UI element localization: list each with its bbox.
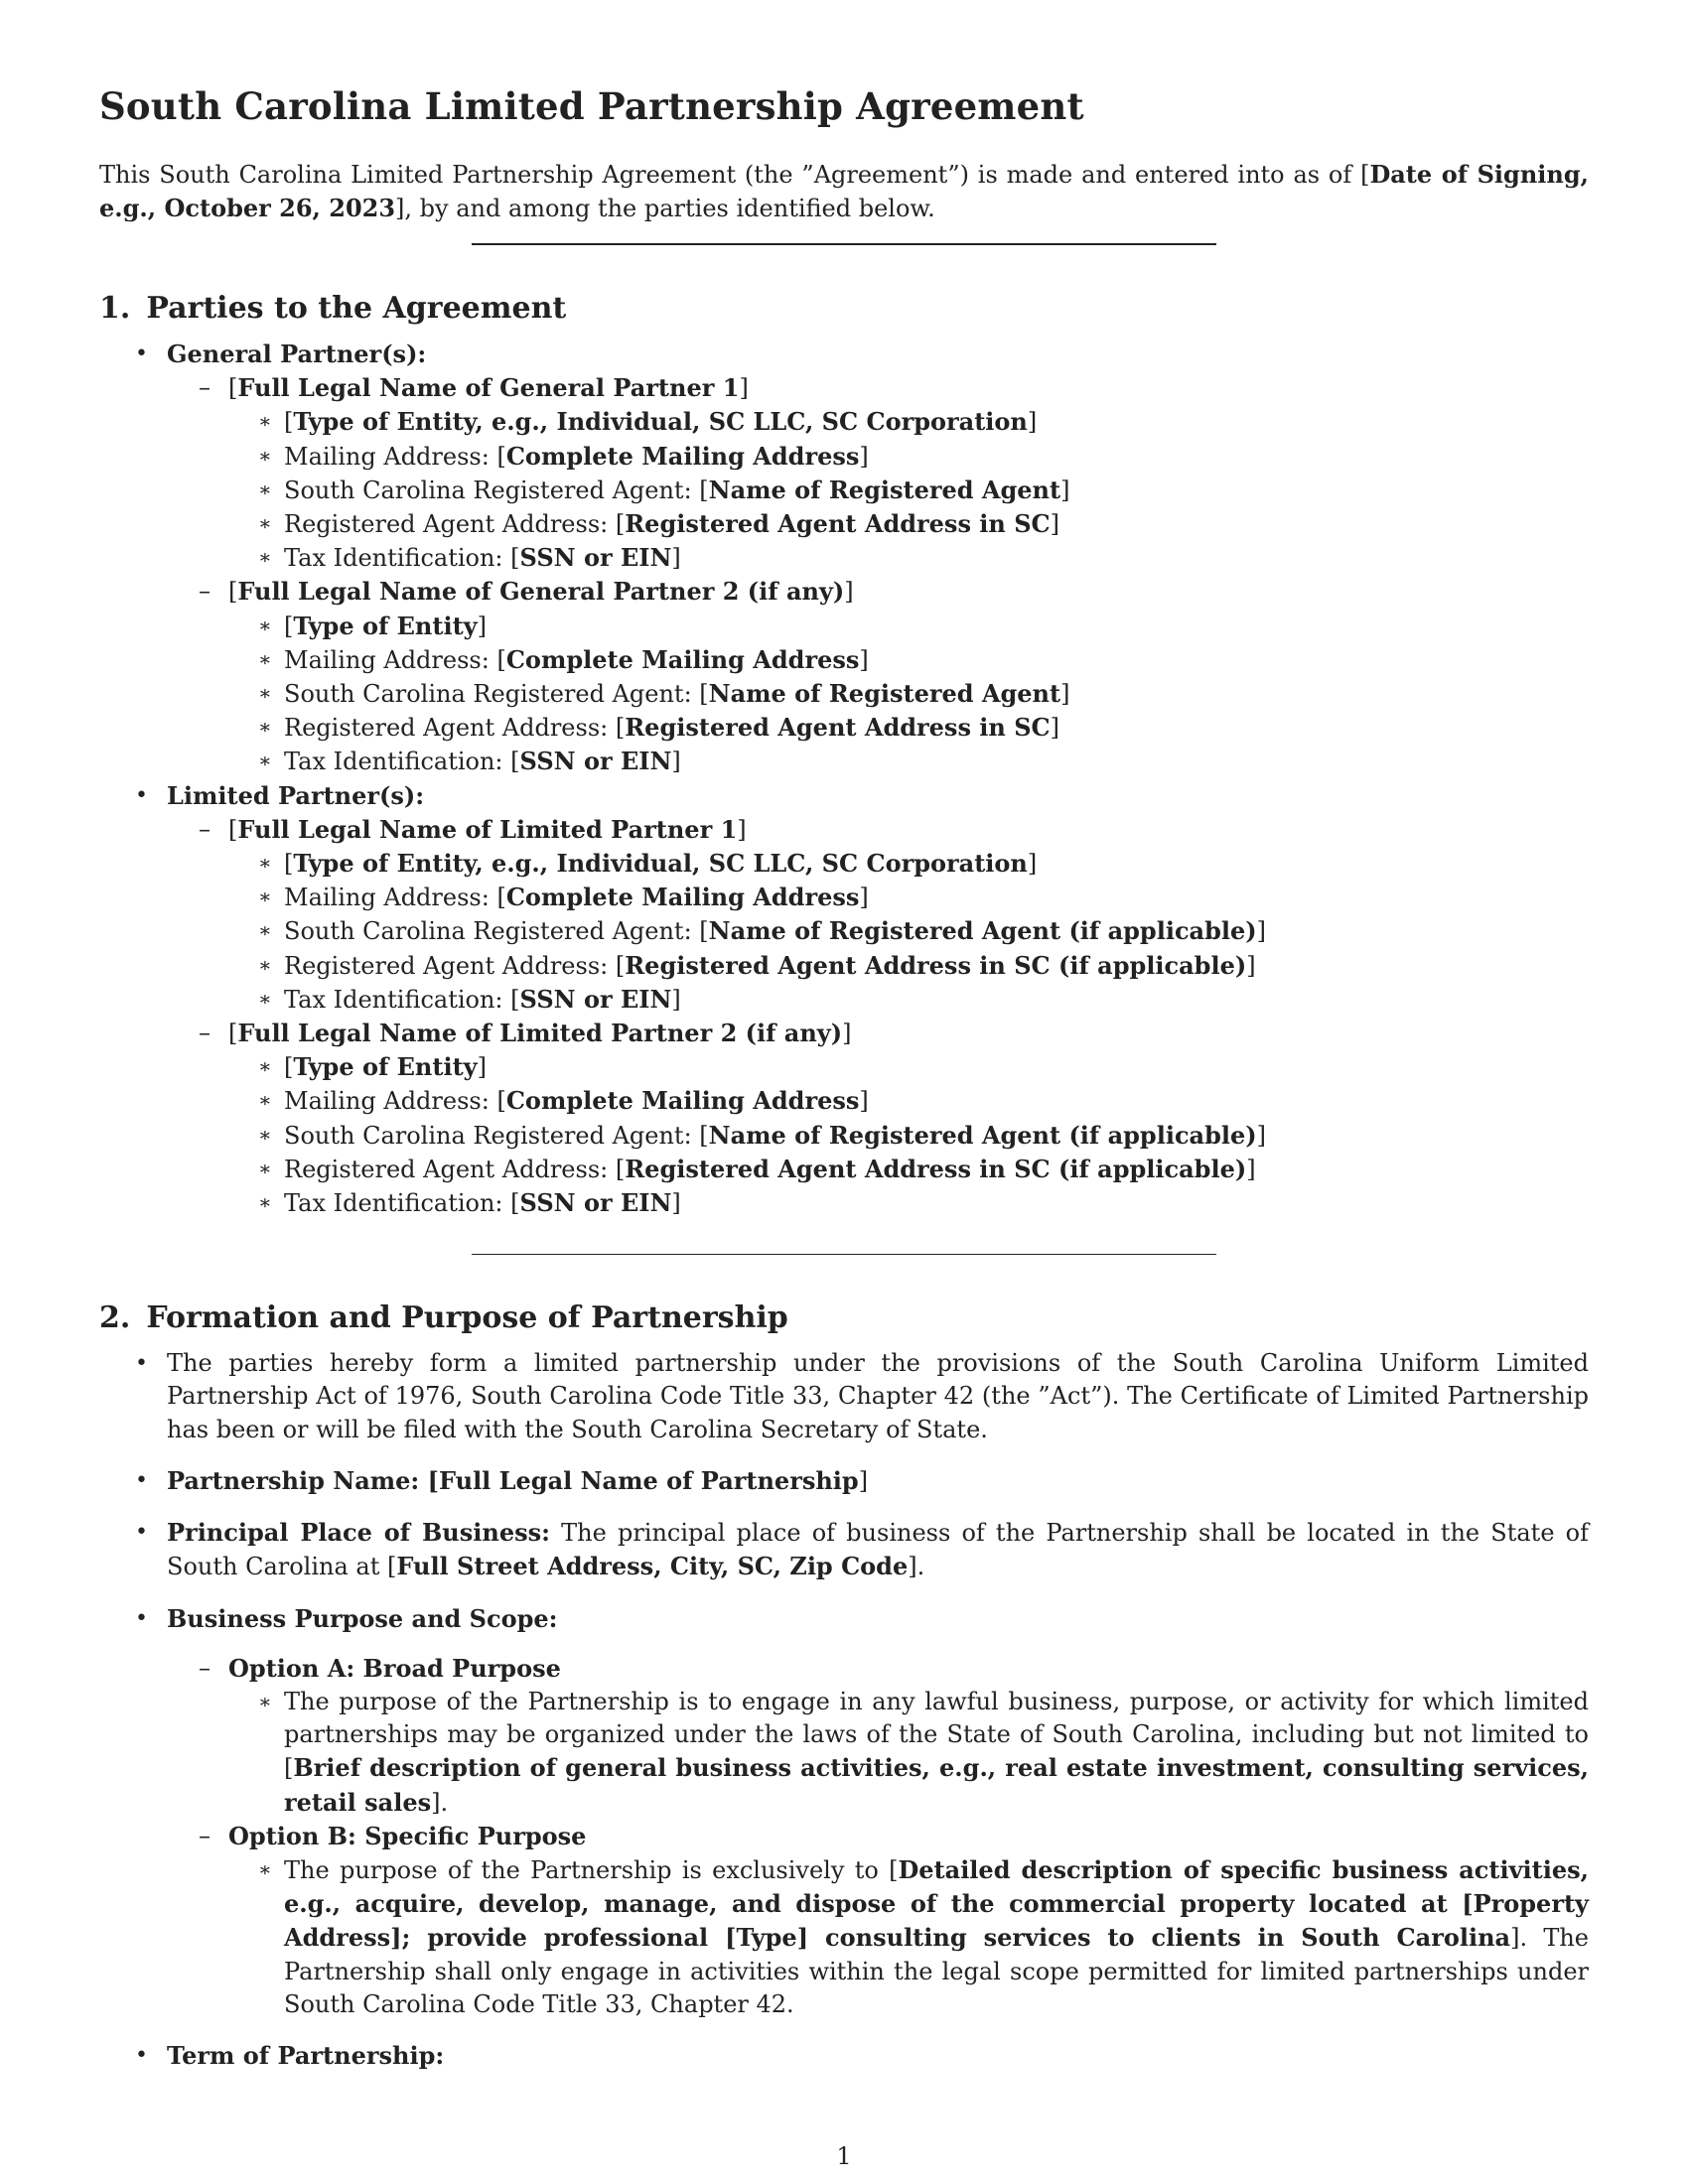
lp1-agent-address-label: Registered Agent Address:: [284, 951, 616, 980]
term-item: [99, 2039, 1589, 2073]
gp1-tax: ∗ Tax Identification: [SSN or EIN]: [228, 541, 1589, 575]
lp1-mailing-label: Mailing Address:: [284, 884, 497, 912]
lp1-tax-label: Tax Identification:: [284, 985, 511, 1014]
gp2-agent-address-value: Registered Agent Address in SC: [625, 713, 1051, 743]
purpose-options-list: [167, 1652, 1589, 2021]
general-partners-list: [167, 371, 1589, 778]
option-b-value: Detailed description of specific business activities, e.g., acquire, develop, manage, and dispose of the commercial property located at [Property Address]; provide professional [Type] consulting services to clients in South Carolina: [284, 1854, 1590, 1953]
principal-place-end: ].: [908, 1553, 925, 1581]
intro-paragraph: [99, 158, 1589, 225]
partnership-name-value: Full Legal Name of Partnership: [439, 1465, 859, 1495]
principal-place-item: [99, 1516, 1589, 1583]
general-partner-2: – [Full Legal Name of General Partner 2 (if any)] ∗ [Type of Entity] ∗ Mailing Address: [Complete Mailing Address] ∗ South Carolina Registered Agent: [Name of Registered Agent] ∗ Registered Agent Address: [Registered Agent Address in SC] ∗ Tax Identification: [SSN or EIN]: [167, 575, 1589, 778]
lp1-mailing: ∗ Mailing Address: [Complete Mailing Address]: [228, 881, 1589, 914]
option-b-end: ]. The Partnership shall only engage in activities within the legal scope permitted for limited partnerships under South Carolina Code Title 33, Chapter 42.: [284, 1924, 1589, 2018]
lp2-mailing-label: Mailing Address:: [284, 1087, 497, 1116]
limited-partners-heading: Limited Partner(s):: [167, 780, 425, 810]
intro-text-after: ], by and among the parties identified below.: [395, 195, 935, 222]
limited-partner-2: – [Full Legal Name of Limited Partner 2 (if any)] ∗ [Type of Entity] ∗ Mailing Address: [Complete Mailing Address] ∗ South Carolina Registered Agent: [Name of Registered Agent (if applicable)] ∗ Registered Agent Address: [Registered Agent Address in SC (if applicable)] ∗ Tax Identification: [SSN or EIN]: [167, 1017, 1589, 1220]
option-b-details: [228, 1853, 1589, 2021]
section-2-number: 2.: [99, 1300, 131, 1336]
limited-partner-1: – [Full Legal Name of Limited Partner 1] ∗ [Type of Entity, e.g., Individual, SC LLC, SC Corporation] ∗ Mailing Address: [Complete Mailing Address] ∗ South Carolina Registered Agent: [Name of Registered Agent (if applicable)] ∗ Registered Agent Address: [Registered Agent Address in SC (if applicable)] ∗ Tax Identification: [SSN or EIN]: [167, 813, 1589, 1017]
parties-list: [99, 338, 1589, 1220]
option-a-text-item: [228, 1686, 1589, 1820]
principal-place-value: Full Street Address, City, SC, Zip Code: [396, 1552, 909, 1581]
gp2-agent-address-label: Registered Agent Address:: [284, 714, 616, 743]
intro-text-before: This South Carolina Limited Partnership Agreement (the ”Agreement”) is made and entered into as of [: [99, 161, 1370, 189]
option-a-item: [167, 1652, 1589, 1820]
gp2-agent: ∗ South Carolina Registered Agent: [Name of Registered Agent]: [228, 677, 1589, 711]
gp1-agent-value: Name of Registered Agent: [708, 475, 1061, 504]
gp1-mailing-label: Mailing Address:: [284, 442, 497, 471]
term-label: Term of Partnership:: [167, 2040, 445, 2070]
gp1-tax-label: Tax Identification:: [284, 544, 511, 573]
gp1-agent-address-label: Registered Agent Address:: [284, 510, 616, 539]
option-b-text-item: [228, 1853, 1589, 2021]
lp2-agent-address: ∗ Registered Agent Address: [Registered Agent Address in SC (if applicable)]: [228, 1153, 1589, 1186]
option-a-text: The purpose of the Partnership is to engage in any lawful business, purpose, or activity for which limited partnerships may be organized under the laws of the State of South Carolina, including but not limited to [: [284, 1687, 1589, 1783]
gp1-name: Full Legal Name of General Partner 1: [237, 373, 740, 403]
partnership-name-item: • Partnership Name: [Full Legal Name of Partnership]: [99, 1464, 1589, 1498]
principal-place-label: Principal Place of Business:: [167, 1518, 550, 1548]
lp1-agent-address-value: Registered Agent Address in SC (if applicable): [625, 950, 1247, 980]
gp2-agent-label: South Carolina Registered Agent:: [284, 680, 700, 709]
business-purpose-item: [99, 1602, 1589, 2021]
lp1-agent-address: ∗ Registered Agent Address: [Registered Agent Address in SC (if applicable)]: [228, 949, 1589, 983]
lp1-details: [228, 847, 1589, 1017]
gp1-mailing: ∗ Mailing Address: [Complete Mailing Address]: [228, 440, 1589, 474]
option-b-item: [167, 1820, 1589, 2021]
lp2-tax: ∗ Tax Identification: [SSN or EIN]: [228, 1186, 1589, 1220]
lp1-tax: ∗ Tax Identification: [SSN or EIN]: [228, 983, 1589, 1017]
gp1-mailing-value: Complete Mailing Address: [505, 441, 860, 471]
section-divider: [472, 1254, 1216, 1255]
gp1-entity: ∗ [Type of Entity, e.g., Individual, SC LLC, SC Corporation]: [228, 405, 1589, 439]
formation-list: [99, 1347, 1589, 2073]
lp2-agent: ∗ South Carolina Registered Agent: [Name of Registered Agent (if applicable)]: [228, 1119, 1589, 1153]
option-a-details: [228, 1686, 1589, 1820]
business-purpose-label: Business Purpose and Scope:: [167, 1603, 558, 1633]
gp2-entity: ∗ [Type of Entity]: [228, 610, 1589, 643]
general-partners-heading: General Partner(s):: [167, 340, 427, 368]
option-a-label: Option A: Broad Purpose: [228, 1653, 561, 1683]
limited-partners-item: [99, 779, 1589, 1221]
option-b-text: The purpose of the Partnership is exclusively to [: [284, 1855, 899, 1884]
general-partners-item: [99, 338, 1589, 779]
section-2-heading: [99, 1300, 1589, 1335]
gp2-tax-label: Tax Identification:: [284, 748, 511, 776]
lp1-entity: ∗ [Type of Entity, e.g., Individual, SC LLC, SC Corporation]: [228, 847, 1589, 881]
lp2-entity: ∗ [Type of Entity]: [228, 1050, 1589, 1084]
document-page: [99, 84, 1589, 2091]
lp2-name: Full Legal Name of Limited Partner 2 (if any): [237, 1019, 843, 1048]
option-b-label: Option B: Specific Purpose: [228, 1821, 587, 1850]
gp2-mailing: ∗ Mailing Address: [Complete Mailing Address]: [228, 643, 1589, 677]
gp1-details: [228, 405, 1589, 575]
lp1-agent: ∗ South Carolina Registered Agent: [Name of Registered Agent (if applicable)]: [228, 914, 1589, 948]
lp2-agent-address-value: Registered Agent Address in SC (if applicable): [625, 1154, 1247, 1183]
lp1-tax-value: SSN or EIN: [519, 984, 672, 1014]
lp1-name: Full Legal Name of Limited Partner 1: [237, 814, 738, 844]
gp1-tax-value: SSN or EIN: [519, 543, 672, 573]
partnership-name-label: Partnership Name:: [167, 1465, 428, 1495]
lp2-details: [228, 1050, 1589, 1220]
gp2-details: [228, 610, 1589, 779]
lp2-entity-value: Type of Entity: [293, 1052, 478, 1082]
option-a-value: Brief description of general business activities, e.g., real estate investment, consulting services, retail sales: [284, 1753, 1589, 1817]
gp2-tax: ∗ Tax Identification: [SSN or EIN]: [228, 745, 1589, 778]
lp1-agent-value: Name of Registered Agent (if applicable): [708, 916, 1257, 946]
gp2-name: Full Legal Name of General Partner 2 (if any): [237, 577, 845, 607]
option-a-end: ].: [431, 1788, 449, 1817]
gp2-mailing-label: Mailing Address:: [284, 645, 497, 674]
general-partner-1: – [Full Legal Name of General Partner 1] ∗ [Type of Entity, e.g., Individual, SC LLC, SC Corporation] ∗ Mailing Address: [Complete Mailing Address] ∗ South Carolina Registered Agent: [Name of Registered Agent] ∗ Registered Agent Address: [Registered Agent Address in SC] ∗ Tax Identification: [SSN or EIN]: [167, 371, 1589, 575]
section-1-number: 1.: [99, 291, 131, 326]
lp2-tax-label: Tax Identification:: [284, 1189, 511, 1218]
lp2-agent-value: Name of Registered Agent (if applicable): [708, 1120, 1257, 1150]
gp2-agent-address: ∗ Registered Agent Address: [Registered Agent Address in SC]: [228, 711, 1589, 745]
section-divider: [472, 243, 1216, 245]
lp2-agent-label: South Carolina Registered Agent:: [284, 1121, 700, 1150]
principal-place-text: The principal place of business of the Partnership shall be located in the State of South Carolina at [: [167, 1519, 1590, 1581]
formation-statement: • The parties hereby form a limited partnership under the provisions of the South Carolina Uniform Limited Partnership Act of 1976, South Carolina Code Title 33, Chapter 42 (the ”Act”). The Certificate of Limited Partnership has been or will be filed with the South Carolina Secretary of State.: [99, 1347, 1589, 1446]
document-title: South Carolina Limited Partnership Agreement: [99, 84, 1084, 128]
lp2-mailing-value: Complete Mailing Address: [505, 1086, 860, 1116]
gp1-agent-address-value: Registered Agent Address in SC: [625, 509, 1051, 539]
gp2-mailing-value: Complete Mailing Address: [505, 644, 860, 674]
lp1-mailing-value: Complete Mailing Address: [505, 883, 860, 912]
gp2-tax-value: SSN or EIN: [519, 747, 672, 776]
page-number: 1: [836, 2142, 852, 2170]
lp1-entity-value: Type of Entity, e.g., Individual, SC LLC, SC Corporation: [293, 849, 1028, 879]
lp2-tax-value: SSN or EIN: [519, 1188, 672, 1218]
section-2-title: Formation and Purpose of Partnership: [146, 1300, 788, 1336]
lp2-mailing: ∗ Mailing Address: [Complete Mailing Address]: [228, 1084, 1589, 1118]
intro-date-placeholder: Date of Signing, e.g., October 26, 2023: [99, 160, 1589, 222]
gp2-entity-value: Type of Entity: [293, 611, 478, 640]
gp1-agent: ∗ South Carolina Registered Agent: [Name of Registered Agent]: [228, 474, 1589, 507]
lp1-agent-label: South Carolina Registered Agent:: [284, 917, 700, 946]
gp1-agent-address: ∗ Registered Agent Address: [Registered Agent Address in SC]: [228, 507, 1589, 541]
section-1-heading: [99, 291, 1589, 326]
limited-partners-list: [167, 813, 1589, 1220]
gp2-agent-value: Name of Registered Agent: [708, 679, 1061, 709]
gp1-agent-label: South Carolina Registered Agent:: [284, 476, 700, 504]
section-1-title: Parties to the Agreement: [146, 291, 567, 326]
gp1-entity-value: Type of Entity, e.g., Individual, SC LLC, SC Corporation: [293, 407, 1028, 437]
lp2-agent-address-label: Registered Agent Address:: [284, 1155, 616, 1183]
